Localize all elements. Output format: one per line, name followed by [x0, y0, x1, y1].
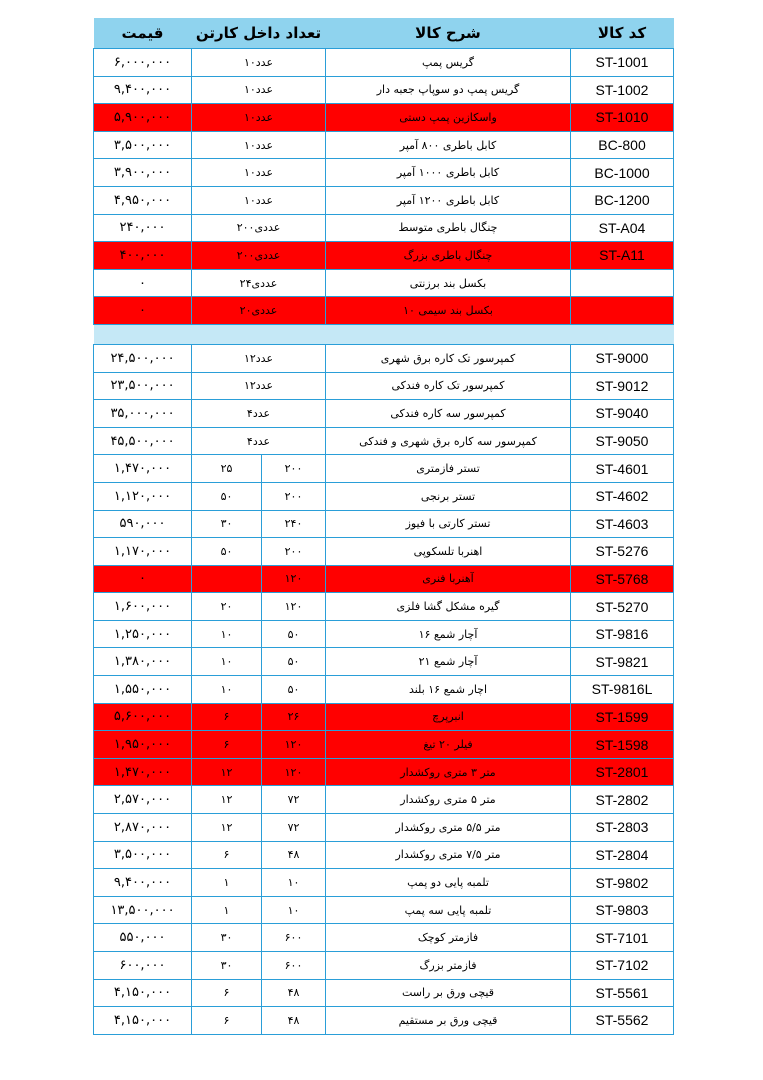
code-cell: ST-5270 — [571, 593, 674, 621]
price-cell: ۰ — [94, 297, 192, 325]
description-cell: اهنربا تلسکوپی — [326, 538, 571, 566]
header-code: کد کالا — [571, 18, 674, 49]
qty-per-carton-cell: ۱۲۰ — [262, 593, 326, 621]
code-cell: ST-5276 — [571, 538, 674, 566]
price-cell: ۴,۹۵۰,۰۰۰ — [94, 186, 192, 214]
description-cell: قیچی ورق بر مستقیم — [326, 1007, 571, 1035]
qty-cell: ۱۲عدد — [192, 372, 326, 400]
description-cell: گیره مشکل گشا فلزی — [326, 593, 571, 621]
table-row — [94, 344, 674, 372]
description-cell: فیلر ۲۰ تیغ — [326, 731, 571, 759]
table-row — [94, 703, 674, 731]
price-cell: ۱,۴۷۰,۰۰۰ — [94, 455, 192, 483]
description-cell: چنگال باطری بزرگ — [326, 242, 571, 270]
code-cell: ST-2804 — [571, 841, 674, 869]
price-cell: ۴,۱۵۰,۰۰۰ — [94, 979, 192, 1007]
code-cell: ST-1002 — [571, 76, 674, 104]
code-cell: ST-5561 — [571, 979, 674, 1007]
table-row — [94, 538, 674, 566]
price-cell: ۱,۴۷۰,۰۰۰ — [94, 758, 192, 786]
table-row — [94, 186, 674, 214]
code-cell: ST-9000 — [571, 344, 674, 372]
description-cell: فازمتر کوچک — [326, 924, 571, 952]
qty-cell: ۲۰۰عددی — [192, 242, 326, 270]
qty-per-pack-cell: ۱۰ — [192, 676, 262, 704]
table-row — [94, 104, 674, 132]
qty-per-pack-cell: ۶ — [192, 703, 262, 731]
description-cell: کمپرسور تک کاره برق شهری — [326, 344, 571, 372]
qty-per-pack-cell: ۳۰ — [192, 952, 262, 980]
qty-per-carton-cell: ۲۰۰ — [262, 482, 326, 510]
table-row — [94, 400, 674, 428]
description-cell: چنگال باطری متوسط — [326, 214, 571, 242]
code-cell: ST-9012 — [571, 372, 674, 400]
table-row — [94, 131, 674, 159]
description-cell: تلمبه پایی دو پمپ — [326, 869, 571, 897]
price-cell: ۲,۸۷۰,۰۰۰ — [94, 814, 192, 842]
qty-cell: ۱۰عدد — [192, 159, 326, 187]
qty-cell: ۱۰عدد — [192, 186, 326, 214]
code-cell: ST-1010 — [571, 104, 674, 132]
qty-per-carton-cell: ۴۸ — [262, 841, 326, 869]
code-cell: ST-2803 — [571, 814, 674, 842]
table-row — [94, 979, 674, 1007]
description-cell: آچار شمع ۲۱ — [326, 648, 571, 676]
price-list-sheet — [93, 18, 673, 1035]
table-row — [94, 482, 674, 510]
description-cell: متر ۷/۵ متری روکشدار — [326, 841, 571, 869]
price-cell: ۵۹۰,۰۰۰ — [94, 510, 192, 538]
qty-cell: ۱۰عدد — [192, 76, 326, 104]
qty-per-carton-cell: ۷۲ — [262, 786, 326, 814]
header-qty: تعداد داخل کارتن — [192, 18, 326, 49]
description-cell: کابل باطری ۱۲۰۰ آمپر — [326, 186, 571, 214]
qty-cell: ۱۰عدد — [192, 104, 326, 132]
code-cell: ST-1001 — [571, 49, 674, 77]
qty-per-carton-cell: ۴۸ — [262, 1007, 326, 1035]
description-cell: آهنربا فنری — [326, 565, 571, 593]
qty-per-pack-cell: ۳۰ — [192, 924, 262, 952]
qty-per-carton-cell: ۲۶ — [262, 703, 326, 731]
description-cell: کمپرسور تک کاره فندکی — [326, 372, 571, 400]
table-body — [94, 49, 674, 1035]
price-cell: ۵,۹۰۰,۰۰۰ — [94, 104, 192, 132]
table-row — [94, 510, 674, 538]
table-row — [94, 648, 674, 676]
price-cell: ۰ — [94, 269, 192, 297]
header-row — [94, 18, 674, 49]
qty-per-pack-cell: ۱۲ — [192, 758, 262, 786]
code-cell: ST-1599 — [571, 703, 674, 731]
price-cell: ۰ — [94, 565, 192, 593]
price-cell: ۲۳,۵۰۰,۰۰۰ — [94, 372, 192, 400]
code-cell: BC-800 — [571, 131, 674, 159]
code-cell: ST-5562 — [571, 1007, 674, 1035]
table-row — [94, 731, 674, 759]
table-row — [94, 76, 674, 104]
qty-per-pack-cell: ۶ — [192, 731, 262, 759]
table-row — [94, 427, 674, 455]
code-cell: ST-9802 — [571, 869, 674, 897]
table-row — [94, 814, 674, 842]
table-row — [94, 269, 674, 297]
table-row — [94, 896, 674, 924]
qty-per-pack-cell: ۱۲ — [192, 786, 262, 814]
section-separator — [94, 324, 674, 344]
description-cell: واسکازین پمپ دستی — [326, 104, 571, 132]
qty-per-pack-cell: ۱ — [192, 896, 262, 924]
price-cell: ۴۰۰,۰۰۰ — [94, 242, 192, 270]
description-cell: کمپرسور سه کاره فندکی — [326, 400, 571, 428]
code-cell: ST-1598 — [571, 731, 674, 759]
description-cell: آچار شمع ۱۶ — [326, 620, 571, 648]
table-row — [94, 952, 674, 980]
code-cell: ST-9050 — [571, 427, 674, 455]
qty-per-carton-cell: ۱۲۰ — [262, 565, 326, 593]
qty-per-carton-cell: ۶۰۰ — [262, 924, 326, 952]
code-cell: ST-9816L — [571, 676, 674, 704]
table-row — [94, 593, 674, 621]
table-row — [94, 841, 674, 869]
table-row — [94, 565, 674, 593]
qty-cell: ۱۲عدد — [192, 344, 326, 372]
table-row — [94, 159, 674, 187]
code-cell: ST-5768 — [571, 565, 674, 593]
description-cell: بکسل بند برزنتی — [326, 269, 571, 297]
qty-per-pack-cell: ۱۲ — [192, 814, 262, 842]
description-cell: قیچی ورق بر راست — [326, 979, 571, 1007]
code-cell — [571, 269, 674, 297]
table-row — [94, 297, 674, 325]
table-row — [94, 1007, 674, 1035]
code-cell: ST-4601 — [571, 455, 674, 483]
qty-per-carton-cell: ۷۲ — [262, 814, 326, 842]
description-cell: گریس پمپ دو سوپاپ جعبه دار — [326, 76, 571, 104]
qty-per-pack-cell: ۳۰ — [192, 510, 262, 538]
table-row — [94, 758, 674, 786]
qty-per-pack-cell — [192, 565, 262, 593]
code-cell: ST-4602 — [571, 482, 674, 510]
description-cell: متر ۳ متری روکشدار — [326, 758, 571, 786]
price-cell: ۳,۵۰۰,۰۰۰ — [94, 841, 192, 869]
description-cell: بکسل بند سیمی ۱۰ — [326, 297, 571, 325]
qty-per-carton-cell: ۱۰ — [262, 896, 326, 924]
qty-per-carton-cell: ۵۰ — [262, 676, 326, 704]
code-cell: ST-9040 — [571, 400, 674, 428]
description-cell: متر ۵/۵ متری روکشدار — [326, 814, 571, 842]
price-cell: ۱,۹۵۰,۰۰۰ — [94, 731, 192, 759]
qty-per-pack-cell: ۶ — [192, 841, 262, 869]
price-cell: ۵۵۰,۰۰۰ — [94, 924, 192, 952]
price-cell: ۲۴,۵۰۰,۰۰۰ — [94, 344, 192, 372]
table-row — [94, 924, 674, 952]
qty-per-pack-cell: ۱۰ — [192, 620, 262, 648]
code-cell: ST-2802 — [571, 786, 674, 814]
qty-per-carton-cell: ۲۴۰ — [262, 510, 326, 538]
qty-per-pack-cell: ۵۰ — [192, 482, 262, 510]
description-cell: تستر برنجی — [326, 482, 571, 510]
description-cell: اچار شمع ۱۶ بلند — [326, 676, 571, 704]
description-cell: کابل باطری ۸۰۰ آمپر — [326, 131, 571, 159]
code-cell: ST-7102 — [571, 952, 674, 980]
price-cell: ۶,۰۰۰,۰۰۰ — [94, 49, 192, 77]
price-cell: ۴۵,۵۰۰,۰۰۰ — [94, 427, 192, 455]
qty-per-pack-cell: ۶ — [192, 979, 262, 1007]
table-row — [94, 214, 674, 242]
code-cell: ST-2801 — [571, 758, 674, 786]
qty-per-pack-cell: ۲۰ — [192, 593, 262, 621]
price-cell: ۹,۴۰۰,۰۰۰ — [94, 869, 192, 897]
qty-cell: ۲۰۰عددی — [192, 214, 326, 242]
price-cell: ۳,۹۰۰,۰۰۰ — [94, 159, 192, 187]
qty-cell: ۲۰عددی — [192, 297, 326, 325]
qty-per-pack-cell: ۶ — [192, 1007, 262, 1035]
table-row — [94, 455, 674, 483]
qty-per-pack-cell: ۵۰ — [192, 538, 262, 566]
price-cell: ۳۵,۰۰۰,۰۰۰ — [94, 400, 192, 428]
price-cell: ۴,۱۵۰,۰۰۰ — [94, 1007, 192, 1035]
description-cell: کابل باطری ۱۰۰۰ آمپر — [326, 159, 571, 187]
price-cell: ۱,۵۵۰,۰۰۰ — [94, 676, 192, 704]
code-cell: ST-9821 — [571, 648, 674, 676]
table-row — [94, 676, 674, 704]
description-cell: انبرپرچ — [326, 703, 571, 731]
code-cell: BC-1000 — [571, 159, 674, 187]
code-cell: ST-9816 — [571, 620, 674, 648]
qty-per-carton-cell: ۲۰۰ — [262, 455, 326, 483]
price-cell: ۱,۲۵۰,۰۰۰ — [94, 620, 192, 648]
qty-per-pack-cell: ۱۰ — [192, 648, 262, 676]
code-cell: ST-A04 — [571, 214, 674, 242]
qty-per-carton-cell: ۵۰ — [262, 620, 326, 648]
separator-cell — [94, 324, 674, 344]
qty-per-carton-cell: ۱۲۰ — [262, 758, 326, 786]
code-cell: BC-1200 — [571, 186, 674, 214]
table-row — [94, 242, 674, 270]
price-cell: ۵,۶۰۰,۰۰۰ — [94, 703, 192, 731]
table-row — [94, 869, 674, 897]
table-row — [94, 786, 674, 814]
price-cell: ۱,۱۲۰,۰۰۰ — [94, 482, 192, 510]
table-row — [94, 620, 674, 648]
price-cell: ۱,۱۷۰,۰۰۰ — [94, 538, 192, 566]
code-cell — [571, 297, 674, 325]
description-cell: متر ۵ متری روکشدار — [326, 786, 571, 814]
qty-cell: ۴عدد — [192, 400, 326, 428]
qty-per-carton-cell: ۶۰۰ — [262, 952, 326, 980]
description-cell: تستر کارتی با فیوز — [326, 510, 571, 538]
description-cell: گریس پمپ — [326, 49, 571, 77]
qty-per-carton-cell: ۲۰۰ — [262, 538, 326, 566]
code-cell: ST-4603 — [571, 510, 674, 538]
description-cell: کمپرسور سه کاره برق شهری و فندکی — [326, 427, 571, 455]
code-cell: ST-A11 — [571, 242, 674, 270]
description-cell: تستر فازمتری — [326, 455, 571, 483]
qty-cell: ۴عدد — [192, 427, 326, 455]
price-cell: ۱,۳۸۰,۰۰۰ — [94, 648, 192, 676]
price-table — [93, 18, 674, 1035]
table-row — [94, 49, 674, 77]
price-cell: ۶۰۰,۰۰۰ — [94, 952, 192, 980]
qty-per-pack-cell: ۲۵ — [192, 455, 262, 483]
price-cell: ۹,۴۰۰,۰۰۰ — [94, 76, 192, 104]
price-cell: ۲,۵۷۰,۰۰۰ — [94, 786, 192, 814]
price-cell: ۳,۵۰۰,۰۰۰ — [94, 131, 192, 159]
header-desc: شرح کالا — [326, 18, 571, 49]
code-cell: ST-9803 — [571, 896, 674, 924]
price-cell: ۲۴۰,۰۰۰ — [94, 214, 192, 242]
qty-per-carton-cell: ۵۰ — [262, 648, 326, 676]
qty-cell: ۱۰عدد — [192, 49, 326, 77]
qty-cell: ۱۰عدد — [192, 131, 326, 159]
qty-cell: ۲۴عددی — [192, 269, 326, 297]
table-row — [94, 372, 674, 400]
price-cell: ۱,۶۰۰,۰۰۰ — [94, 593, 192, 621]
qty-per-carton-cell: ۴۸ — [262, 979, 326, 1007]
price-cell: ۱۳,۵۰۰,۰۰۰ — [94, 896, 192, 924]
description-cell: تلمبه پایی سه پمپ — [326, 896, 571, 924]
header-price: قیمت — [94, 18, 192, 49]
qty-per-pack-cell: ۱ — [192, 869, 262, 897]
code-cell: ST-7101 — [571, 924, 674, 952]
description-cell: فازمتر بزرگ — [326, 952, 571, 980]
qty-per-carton-cell: ۱۲۰ — [262, 731, 326, 759]
qty-per-carton-cell: ۱۰ — [262, 869, 326, 897]
